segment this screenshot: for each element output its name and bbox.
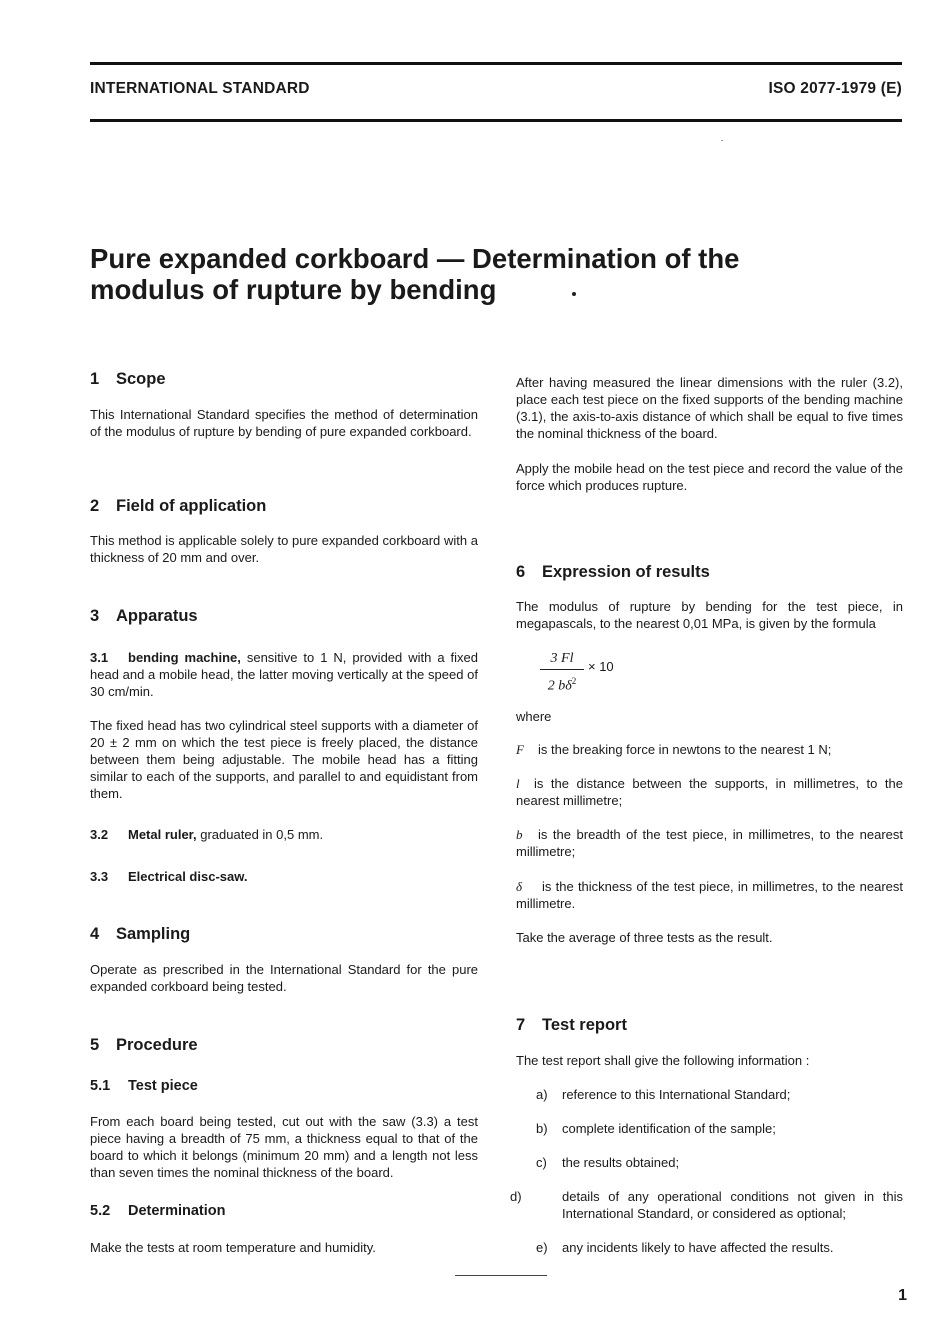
definition-distance: l is the distance between the supports, in millimetres, to the nearest millimetre; — [516, 776, 903, 808]
report-item-e: e) any incidents likely to have affected the results. — [536, 1240, 834, 1255]
scan-speck — [721, 140, 723, 141]
section-field-text: This method is applicable solely to pure expanded corkboard with a thickness of 20 mm and over. — [90, 533, 478, 565]
section-results-heading: 6 Expression of results — [516, 563, 710, 581]
formula-numerator: 3 Fl — [550, 651, 574, 666]
formula-denominator: 2 $b\delta^2$ — [547, 676, 577, 694]
section-sampling-heading: 4 Sampling — [90, 925, 191, 943]
definition-breadth: b is the breadth of the test piece, in millimetres, to the nearest millimetre; — [516, 827, 903, 859]
formula-multiplier: × 10 — [588, 659, 614, 674]
subsection-test-piece-heading: 5.1 Test piece — [90, 1078, 198, 1094]
report-item-d: d) details of any operational conditions not given in this International Standard, or considered as optional; — [510, 1189, 903, 1221]
subsection-test-piece-text: From each board being tested, cut out with the saw (3.3) a test piece having a breadth of 75 mm, a thickness equal to that of the board to which it belongs (minimum 20 mm) and a length not less than seven times the nominal thickness of the board. — [90, 1114, 478, 1180]
section-field-heading: 2 Field of application — [90, 497, 267, 515]
standard-number: ISO 2077-1979 (E) — [768, 80, 902, 97]
report-item-c: c) the results obtained; — [536, 1155, 680, 1170]
section-procedure-heading: 5 Procedure — [90, 1036, 198, 1054]
definition-thickness: δ is the thickness of the test piece, in millimetres, to the nearest millimetre. — [516, 879, 903, 911]
section-sampling-text: Operate as prescribed in the International Standard for the pure expanded corkboard being tested. — [90, 962, 478, 994]
apparatus-fixed-head-text: The fixed head has two cylindrical steel supports with a diameter of 20 ± 2 mm on which the test piece is freely placed, the distance between them being adjustable. The mobile head has a fitting similar to each of the supports, and parallel to and equidistant from them. — [90, 718, 478, 801]
procedure-continued-text-2: Apply the mobile head on the test piece and record the value of the force which produces rupture. — [516, 461, 903, 493]
formula-where-label: where — [516, 709, 552, 724]
section-results-intro: The modulus of rupture by bending for the test piece, in megapascals, to the nearest 0,01 MPa, is given by the formula — [516, 599, 903, 631]
apparatus-item-metal-ruler: 3.2 Metal ruler, graduated in 0,5 mm. — [90, 827, 324, 842]
document-type-label: INTERNATIONAL STANDARD — [90, 80, 310, 97]
apparatus-item-disc-saw: 3.3 Electrical disc-saw. — [90, 869, 248, 884]
header-bottom-rule — [90, 119, 902, 122]
definition-force: F is the breaking force in newtons to the nearest 1 N; — [516, 742, 832, 757]
page-number: 1 — [898, 1287, 907, 1304]
scan-dot — [572, 292, 576, 296]
report-item-a: a) reference to this International Standard; — [536, 1087, 791, 1102]
section-scope-heading: 1 Scope — [90, 370, 166, 388]
footer-rule — [455, 1275, 547, 1276]
subsection-determination-text: Make the tests at room temperature and humidity. — [90, 1240, 376, 1255]
subsection-determination-heading: 5.2 Determination — [90, 1203, 226, 1219]
section-apparatus-heading: 3 Apparatus — [90, 607, 198, 625]
header-top-rule — [90, 62, 902, 65]
section-report-heading: 7 Test report — [516, 1016, 627, 1034]
report-item-b: b) complete identification of the sample; — [536, 1121, 776, 1136]
procedure-continued-text-1: After having measured the linear dimensions with the ruler (3.2), place each test piece on the fixed supports of the bending machine (3.1), the axis-to-axis distance of which shall be equal to five times the nominal thickness of the board. — [516, 375, 903, 441]
formula-fraction-bar — [540, 669, 584, 670]
apparatus-item-bending-machine: 3.1 bending machine, sensitive to 1 N, provided with a fixed head and a mobile head, the latter moving vertically at the speed of 30 cm/min. — [90, 650, 478, 699]
section-scope-text: This International Standard specifies the method of determination of the modulus of rupture by bending of pure expanded corkboard. — [90, 407, 478, 439]
formula-fraction — [540, 650, 584, 694]
results-average-text: Take the average of three tests as the result. — [516, 930, 773, 945]
document-title: Pure expanded corkboard — Determination of the modulus of rupture by bending — [90, 243, 740, 305]
section-report-intro: The test report shall give the following information : — [516, 1053, 810, 1068]
